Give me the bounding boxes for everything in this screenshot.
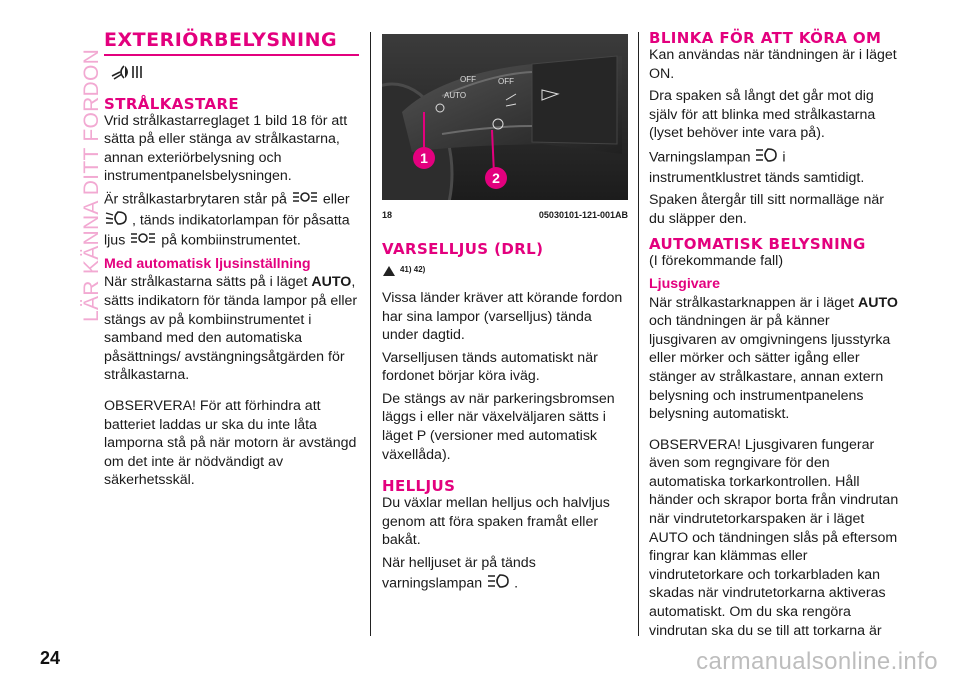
position-lights-icon-2 <box>129 231 157 251</box>
figure-callout-1: 1 <box>420 150 428 166</box>
headlight-symbol-icon <box>108 62 359 88</box>
figure-light-switch-stalk <box>382 34 628 200</box>
paragraph-blinka-4: Spaken återgår till sitt normalläge när du släpper den. <box>649 192 885 227</box>
column-divider-2 <box>638 32 639 636</box>
figure-code: 05030101-121-001AB <box>538 210 628 220</box>
figure-label-off-2: OFF <box>498 77 514 86</box>
high-beam-icon-2 <box>754 147 778 169</box>
paragraph-ljusgivare-note: OBSERVERA! Ljusgivaren fungerar även som regngivare för den automatiska torkarkontrollen. Håll händer och skrapor borta från vindrutan när vindrutetorkarspaken är i läget AUTO och tändningen slås på eftersom fingrar kan klämmas eller vindrutetorkare och torkarbladen kan skadas när vindrutetorkarna aktiveras automatiskt. Om du ska rengöra vindrutan ska du se till att torkarna är <box>649 436 899 639</box>
paragraph-helljus-1: Du växlar mellan helljus och halvljus genom att föra spaken framåt eller bakåt. <box>382 495 610 549</box>
paragraph-blinka-3: Varningslampan i instrumentklustret tänds samtidigt. <box>649 147 899 187</box>
paragraph-battery-note: OBSERVERA! För att förhindra att batteriet laddas ur ska du inte låta lamporna stå på när motorn är avstängd om det inte är nödvändigt av säkerhetsskäl. <box>104 397 357 489</box>
position-lights-icon <box>291 190 319 210</box>
high-beam-icon <box>486 573 510 595</box>
paragraph-optional-note: (I förekommande fall) <box>649 253 784 270</box>
paragraph-ljusgivare: När strålkastarknappen är i läget AUTO och tändningen är på känner ljusgivaren av omgivningens ljusstyrka eller mörker och sätter igång eller stänger av strålkastare, annan extern belysning och instrumentpanelens belysning automatiskt. <box>649 294 898 423</box>
page-number: 24 <box>40 648 61 668</box>
heading-blinka: BLINKA FÖR ATT KÖRA OM <box>649 29 882 47</box>
reference-numbers: 41) 42) <box>399 264 426 274</box>
column-1 <box>104 30 359 494</box>
warning-triangle-icon <box>382 264 396 283</box>
heading-stralkastare: STRÅLKASTARE <box>104 94 240 113</box>
low-beam-icon <box>104 210 128 232</box>
subheading-automatisk-ljusinstallning: Med automatisk ljusinställning <box>104 255 311 272</box>
heading-helljus: HELLJUS <box>382 477 456 496</box>
column-divider-1 <box>370 32 371 636</box>
chapter-side-title <box>52 22 103 322</box>
paragraph-stralkastare-intro: Vrid strålkastarreglaget 1 bild 18 för att sätta på eller stänga av strålkastarna, annan exteriörbelysning och instrumentpanelsbelysningen. <box>104 112 348 185</box>
paragraph-drl-2: Varselljusen tänds automatiskt när fordonet börjar köra iväg. <box>382 349 598 385</box>
subheading-ljusgivare: Ljusgivare <box>649 275 720 292</box>
warning-references <box>382 261 628 283</box>
column-3 <box>649 30 899 644</box>
heading-varselljus: VARSELLJUS (DRL) <box>382 239 544 258</box>
section-title-exteriorbelysning: EXTERIÖRBELYSNING <box>104 30 359 56</box>
figure-caption <box>382 206 628 225</box>
paragraph-blinka-2: Dra spaken så långt det går mot dig själv för att blinka med strålkastarna (lyset behöver inte vara på). <box>649 88 876 142</box>
paragraph-stralkastare-indicator: Är strålkastarbrytaren står på eller , tänds indikatorlampan för påsatta ljus på kombiinstrumentet. <box>104 190 359 251</box>
figure-number: 18 <box>382 210 393 220</box>
paragraph-drl-3: De stängs av när parkeringsbromsen läggs i eller när växelväljaren sätts i läget P (versioner med automatisk växellåda). <box>382 390 615 463</box>
paragraph-blinka-1: Kan användas när tändningen är i läget ON. <box>649 47 897 82</box>
figure-callout-2: 2 <box>492 170 500 186</box>
figure-label-auto: AUTO <box>444 91 467 100</box>
paragraph-auto-mode: När strålkastarna sätts på i läget AUTO, sätts indikatorn för tända lampor på eller stängs av på kombiinstrumentet i samband med den automatiska påsättnings/ avstängningsåtgärden för strålkastarna. <box>104 274 358 384</box>
chapter-side-title-text: LÄR KÄNNA DITT FORDON <box>80 48 103 322</box>
heading-automatisk-belysning: AUTOMATISK BELYSNING <box>649 235 866 254</box>
site-watermark: carmanualsonline.info <box>696 648 938 675</box>
paragraph-helljus-2: När helljuset är på tänds varningslampan . <box>382 554 628 594</box>
figure-label-off-1: OFF <box>460 75 476 84</box>
paragraph-drl-1: Vissa länder kräver att körande fordon har sina lampor (varselljus) tända under dagtid. <box>382 289 623 344</box>
column-2 <box>382 30 628 598</box>
